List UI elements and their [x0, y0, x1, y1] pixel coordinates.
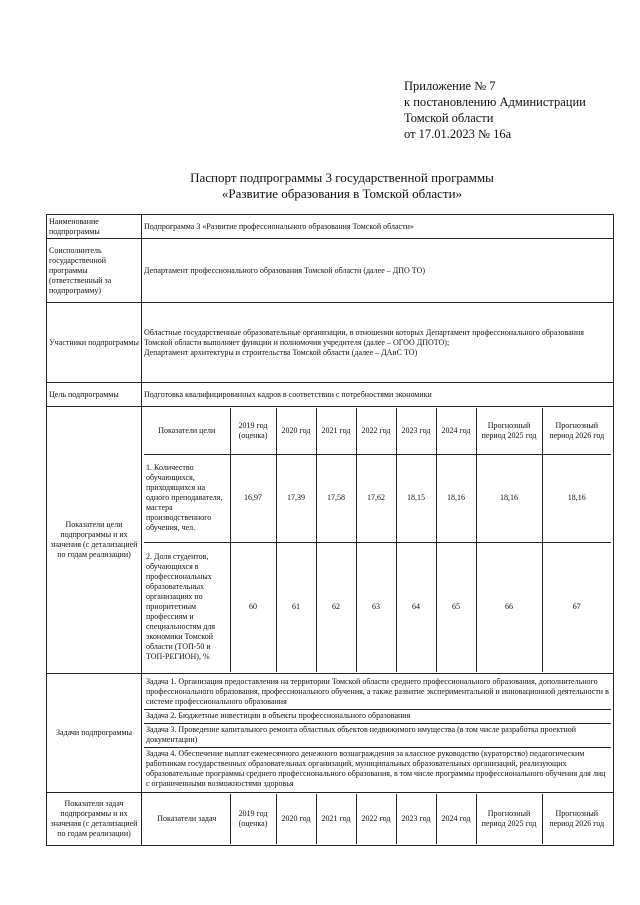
column-header: 2022 год	[356, 794, 396, 844]
column-header: 2023 год	[396, 794, 436, 844]
table-header-row	[144, 408, 611, 454]
table-row	[47, 303, 614, 383]
row-label: Задачи подпрограммы	[47, 674, 142, 793]
table-row	[47, 383, 614, 407]
column-header: 2020 год	[276, 408, 316, 454]
table-header-row	[144, 794, 611, 844]
indicator-value: 61	[276, 542, 316, 672]
table-row	[144, 454, 611, 542]
indicator-value: 16,97	[230, 454, 276, 542]
indicator-value: 60	[230, 542, 276, 672]
tasks-cell	[142, 674, 614, 793]
column-header: Прогнозный период 2026 год	[542, 794, 611, 844]
row-value: Подготовка квалифицированных кадров в соответствии с потребностями экономики	[142, 383, 614, 407]
column-header: Прогнозный период 2025 год	[476, 408, 542, 454]
column-header: 2019 год (оценка)	[230, 408, 276, 454]
indicator-value: 17,39	[276, 454, 316, 542]
document-title	[60, 170, 624, 202]
task-item: Задача 2. Бюджетные инвестиции в объекты профессионального образования	[144, 709, 611, 723]
column-header: 2021 год	[316, 794, 356, 844]
row-label: Показатели задач подпрограммы и их значения (с детализацией по годам реализации)	[47, 793, 142, 846]
indicator-value: 18,16	[476, 454, 542, 542]
column-header: 2024 год	[436, 794, 476, 844]
indicator-value: 64	[396, 542, 436, 672]
header-line: Приложение № 7	[404, 79, 496, 93]
row-label: Соисполнитель государственной программы (ответственный за подпрограмму)	[47, 239, 142, 303]
indicator-value: 62	[316, 542, 356, 672]
list-item	[144, 747, 611, 791]
indicator-value: 65	[436, 542, 476, 672]
list-item	[144, 723, 611, 747]
column-header: 2019 год (оценка)	[230, 794, 276, 844]
indicator-name: 1. Количество обучающихся, приходящихся на одного преподавателя, мастера производственного обучения, чел.	[144, 454, 230, 542]
indicator-value: 17,58	[316, 454, 356, 542]
column-header: Показатели цели	[144, 408, 230, 454]
column-header: Прогнозный период 2026 год	[542, 408, 611, 454]
participants-text: Департамент архитектуры и строительства Томской области (далее – ДАиС ТО)	[144, 347, 418, 357]
row-value: Департамент профессионального образования Томской области (далее – ДПО ТО)	[142, 239, 614, 303]
goal-indicators-table	[144, 408, 611, 672]
indicator-value: 17,62	[356, 454, 396, 542]
row-label: Показатели цели подпрограммы и их значения (с детализацией по годам реализации)	[47, 407, 142, 674]
column-header: 2021 год	[316, 408, 356, 454]
title-line: Паспорт подпрограммы 3 государственной программы	[190, 170, 494, 185]
indicator-value: 18,15	[396, 454, 436, 542]
list-item	[144, 709, 611, 723]
column-header: 2022 год	[356, 408, 396, 454]
column-header: 2023 год	[396, 408, 436, 454]
column-header: Показатели задач	[144, 794, 230, 844]
table-row	[144, 542, 611, 672]
task-indicators-table	[144, 794, 611, 844]
table-row	[47, 793, 614, 846]
table-row	[47, 407, 614, 674]
approval-header	[404, 78, 586, 142]
tasks-table	[144, 675, 611, 791]
indicator-name: 2. Доля студентов, обучающихся в профессиональных образовательных организациях по приоритетным профессиям и специальностям для экономики Томской области (ТОП-50 и ТОП-РЕГИОН), %	[144, 542, 230, 672]
indicator-value: 66	[476, 542, 542, 672]
header-line: от 17.01.2023 № 16а	[404, 127, 512, 141]
column-header: 2020 год	[276, 794, 316, 844]
participants-text: Областные государственные образовательные организации, в отношении которых Департамент профессионального образования Томской области выполняет функции и полномочия учредителя (далее – ОГОО ДПОТО);	[144, 327, 584, 347]
task-item: Задача 4. Обеспечение выплат ежемесячного денежного вознаграждения за классное руководство (кураторство) педагогическим работникам государственных образовательных организаций, муниципальных образовательных организаций, реализующих образовательные программы среднего профессионального образования, в том числе программы профессионального обучения для лиц с ограниченными возможностями здоровья	[144, 747, 611, 791]
row-value	[142, 303, 614, 383]
task-item: Задача 3. Проведение капитального ремонта областных объектов недвижимого имущества (в том числе разработка проектной документации)	[144, 723, 611, 747]
row-value: Подпрограмма 3 «Развитие профессионального образования Томской области»	[142, 215, 614, 239]
indicator-value: 18,16	[436, 454, 476, 542]
header-line: к постановлению Администрации	[404, 95, 586, 109]
table-row	[47, 674, 614, 793]
indicator-value: 63	[356, 542, 396, 672]
header-line: Томской области	[404, 111, 494, 125]
indicator-value: 67	[542, 542, 611, 672]
table-row	[47, 239, 614, 303]
column-header: Прогнозный период 2025 год	[476, 794, 542, 844]
row-label: Наименование подпрограммы	[47, 215, 142, 239]
passport-table	[46, 214, 614, 846]
goal-indicators-cell	[142, 407, 614, 674]
task-item: Задача 1. Организация предоставления на территории Томской области среднего профессионального образования, дополнительного профессионального образования, профессионального обучения, а также развитие экспериментальной и инновационной деятельности в системе профессионального образования	[144, 675, 611, 709]
title-line: «Развитие образования в Томской области»	[221, 186, 463, 201]
table-row	[47, 215, 614, 239]
task-indicators-cell	[142, 793, 614, 846]
indicator-value: 18,16	[542, 454, 611, 542]
row-label: Цель подпрограммы	[47, 383, 142, 407]
column-header: 2024 год	[436, 408, 476, 454]
list-item	[144, 675, 611, 709]
row-label: Участники подпрограммы	[47, 303, 142, 383]
